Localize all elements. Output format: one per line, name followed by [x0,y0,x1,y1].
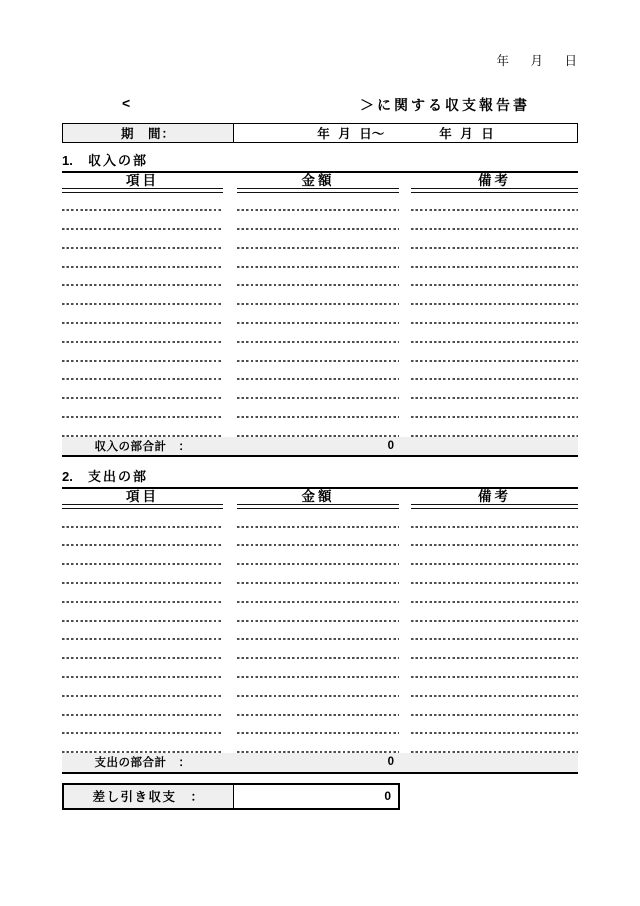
blank-cell[interactable] [237,249,399,268]
blank-cell[interactable] [237,362,399,381]
blank-cell[interactable] [411,697,578,716]
blank-cell[interactable] [411,584,578,603]
blank-row [62,399,578,418]
blank-cell[interactable] [237,193,399,212]
blank-cell[interactable] [411,399,578,418]
blank-cell[interactable] [411,268,578,287]
blank-row [62,640,578,659]
blank-cell[interactable] [62,380,223,399]
blank-cell[interactable] [237,380,399,399]
blank-cell[interactable] [237,603,399,622]
blank-cell[interactable] [62,584,223,603]
blank-cell[interactable] [411,305,578,324]
blank-cell[interactable] [411,716,578,735]
blank-cell[interactable] [237,546,399,565]
blank-row [62,362,578,381]
blank-cell[interactable] [411,603,578,622]
blank-cell[interactable] [237,268,399,287]
blank-cell[interactable] [411,509,578,528]
blank-row [62,528,578,547]
blank-cell[interactable] [237,211,399,230]
expense-blank-rows [62,509,578,753]
blank-cell[interactable] [237,565,399,584]
blank-cell[interactable] [237,659,399,678]
blank-cell[interactable] [62,418,223,437]
blank-cell[interactable] [62,509,223,528]
blank-cell[interactable] [237,697,399,716]
balance-label: 差し引き収支 ： [64,785,234,808]
expense-total-value: 0 [387,756,394,769]
blank-cell[interactable] [62,324,223,343]
blank-row [62,418,578,437]
blank-row [62,249,578,268]
column-header-amount-label: 金額 [301,173,335,188]
blank-cell[interactable] [411,380,578,399]
column-header-item-label: 項目 [126,489,159,505]
section-expense-number: 2. [62,469,73,485]
blank-cell[interactable] [62,286,223,305]
section-income-name: 収入の部 [88,153,149,168]
blank-cell[interactable] [237,622,399,641]
blank-row [62,193,578,212]
income-table-header [62,171,578,193]
income-total-value: 0 [387,440,394,453]
period-label: 期 間： [63,124,234,142]
column-header-item-label: 項目 [126,173,159,188]
column-header-amount-label: 金額 [301,489,335,505]
column-header-amount [237,173,399,193]
blank-row [62,603,578,622]
blank-row [62,565,578,584]
title-open-bracket: < [122,95,131,111]
blank-cell[interactable] [62,211,223,230]
blank-cell[interactable] [411,678,578,697]
blank-row [62,380,578,399]
blank-cell[interactable] [237,324,399,343]
blank-cell[interactable] [411,286,578,305]
blank-cell[interactable] [62,362,223,381]
column-header-note-label: 備考 [478,489,511,505]
period-to-placeholder[interactable]: 年 月 日 [439,127,494,141]
blank-cell[interactable] [411,640,578,659]
blank-row [62,622,578,641]
column-header-amount [237,489,399,509]
blank-cell[interactable] [237,678,399,697]
blank-row [62,211,578,230]
column-header-note [411,489,578,509]
blank-cell[interactable] [62,659,223,678]
blank-cell[interactable] [411,546,578,565]
section-income-heading [62,153,578,169]
blank-cell[interactable] [237,399,399,418]
blank-row [62,546,578,565]
expense-table-header [62,487,578,509]
blank-cell[interactable] [411,659,578,678]
blank-row [62,230,578,249]
column-header-note-label: 備考 [478,173,511,188]
blank-cell[interactable] [237,716,399,735]
section-expense-heading [62,469,578,485]
blank-row [62,584,578,603]
blank-cell[interactable] [237,528,399,547]
blank-row [62,286,578,305]
period-box [62,123,578,143]
page-content [62,0,578,810]
column-header-item [62,173,223,193]
blank-cell[interactable] [62,230,223,249]
blank-row [62,697,578,716]
blank-cell[interactable] [237,640,399,659]
blank-cell[interactable] [411,324,578,343]
balance-box [62,783,400,810]
blank-cell[interactable] [62,193,223,212]
income-total-row [62,437,578,458]
blank-cell[interactable] [237,509,399,528]
blank-cell[interactable] [62,640,223,659]
title-blank-field[interactable] [136,95,358,114]
period-value-field[interactable] [234,124,577,142]
report-title [62,95,578,114]
blank-row [62,678,578,697]
blank-cell[interactable] [62,697,223,716]
blank-cell[interactable] [237,305,399,324]
blank-cell[interactable] [237,418,399,437]
blank-row [62,716,578,735]
blank-cell[interactable] [411,193,578,212]
column-header-item [62,489,223,509]
blank-row [62,659,578,678]
blank-row [62,324,578,343]
blank-cell[interactable] [411,734,578,753]
period-from-placeholder[interactable]: 年 月 日～ [317,127,385,141]
income-blank-rows [62,193,578,437]
blank-cell[interactable] [411,230,578,249]
blank-cell[interactable] [62,249,223,268]
blank-cell[interactable] [62,268,223,287]
blank-row [62,268,578,287]
blank-cell[interactable] [62,528,223,547]
blank-cell[interactable] [62,603,223,622]
blank-cell[interactable] [62,565,223,584]
blank-cell[interactable] [411,362,578,381]
blank-cell[interactable] [62,734,223,753]
title-text: ＞に関する収支報告書 [360,97,530,113]
section-income-number: 1. [62,153,73,168]
blank-cell[interactable] [62,716,223,735]
blank-cell[interactable] [237,584,399,603]
blank-cell[interactable] [62,305,223,324]
blank-cell[interactable] [237,343,399,362]
blank-cell[interactable] [411,343,578,362]
blank-cell[interactable] [411,418,578,437]
blank-cell[interactable] [62,343,223,362]
blank-cell[interactable] [62,546,223,565]
blank-cell[interactable] [411,528,578,547]
expense-total-row [62,753,578,774]
income-total-label: 収入の部合計 ： [94,441,191,454]
blank-row [62,509,578,528]
blank-cell[interactable] [411,622,578,641]
column-header-note [411,173,578,193]
expense-total-label: 支出の部合計 ： [94,757,191,770]
blank-cell[interactable] [62,399,223,418]
blank-cell[interactable] [237,230,399,249]
top-date-placeholder[interactable]: 年 月 日 [496,54,578,68]
blank-row [62,734,578,753]
blank-cell[interactable] [411,249,578,268]
blank-cell[interactable] [237,734,399,753]
blank-row [62,343,578,362]
section-expense-name: 支出の部 [88,469,149,485]
balance-value: 0 [384,789,391,804]
blank-cell[interactable] [62,678,223,697]
blank-cell[interactable] [62,622,223,641]
blank-cell[interactable] [237,286,399,305]
blank-row [62,305,578,324]
blank-cell[interactable] [411,565,578,584]
blank-cell[interactable] [411,211,578,230]
